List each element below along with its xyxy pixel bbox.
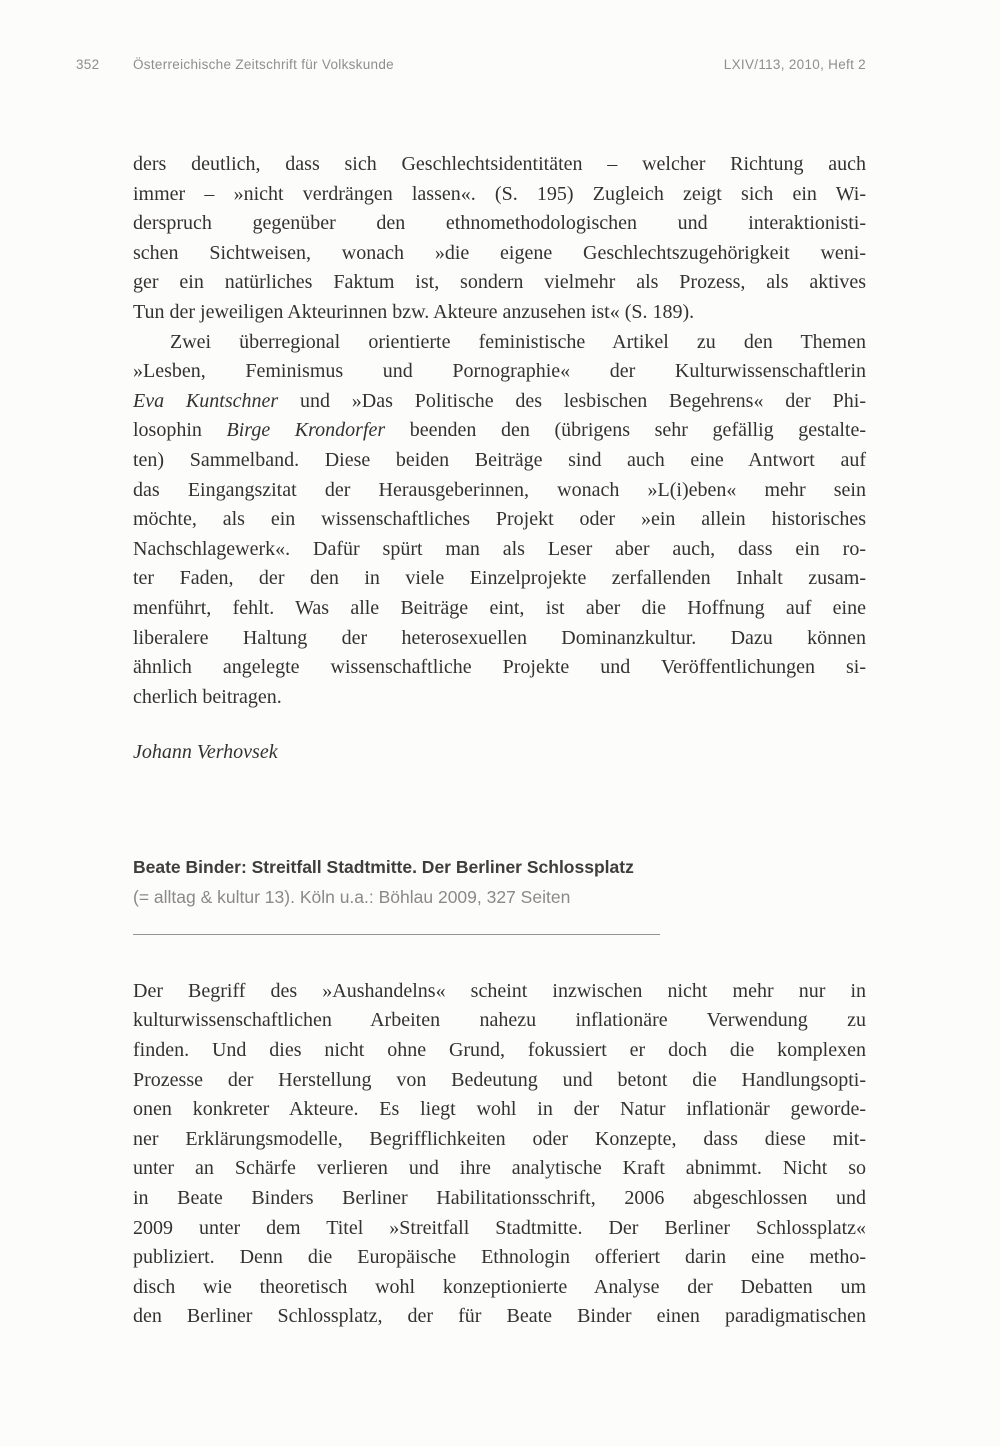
text-line bbox=[133, 476, 866, 506]
text-segment: ten) Sammelband. Diese beiden Beiträge sind auch eine Antwort auf bbox=[133, 448, 866, 471]
text-segment: kulturwissenschaftlichen Arbeiten nahezu inflationäre Verwendung zu bbox=[133, 1009, 866, 1032]
text-segment: ähnlich angelegte wissenschaftliche Projekte und Veröffentlichungen si- bbox=[133, 656, 866, 679]
text-segment: Zwei überregional orientierte feministische Artikel zu den Themen bbox=[170, 330, 866, 353]
text-line bbox=[133, 505, 866, 535]
issue-info: LXIV/113, 2010, Heft 2 bbox=[723, 57, 866, 72]
text-line bbox=[133, 1066, 866, 1096]
text-segment: Der Begriff des »Aushandelns« scheint inzwischen nicht mehr nur in bbox=[133, 979, 866, 1002]
text-segment: publiziert. Denn die Europäische Ethnologin offeriert darin eine metho- bbox=[133, 1246, 866, 1269]
text-line bbox=[133, 1095, 866, 1125]
reviewer-signature: Johann Verhovsek bbox=[133, 741, 278, 764]
text-segment: finden. Und dies nicht ohne Grund, fokussiert er doch die komplexen bbox=[133, 1039, 866, 1062]
text-segment: 2009 unter dem Titel »Streitfall Stadtmitte. Der Berliner Schlossplatz« bbox=[133, 1216, 866, 1239]
text-line bbox=[133, 624, 866, 654]
text-line bbox=[133, 416, 866, 446]
text-line bbox=[133, 150, 866, 180]
review-previous-body bbox=[133, 150, 866, 712]
text-line bbox=[133, 268, 866, 298]
text-segment: »Lesben, Feminismus und Pornographie« der Kulturwissenschaftlerin bbox=[133, 360, 866, 383]
text-line bbox=[133, 209, 866, 239]
text-segment: liberalere Haltung der heterosexuellen Dominanzkultur. Dazu können bbox=[133, 626, 866, 649]
text-segment: onen konkreter Akteure. Es liegt wohl in der Natur inflationär geworde- bbox=[133, 1098, 866, 1121]
text-segment: Nachschlagewerk«. Dafür spürt man als Leser aber auch, dass ein ro- bbox=[133, 537, 866, 560]
text-line bbox=[133, 328, 866, 358]
section-divider bbox=[133, 934, 660, 935]
text-line bbox=[133, 239, 866, 269]
page-content bbox=[133, 150, 866, 1332]
text-segment: ger ein natürliches Faktum ist, sondern vielmehr als Prozess, als aktives bbox=[133, 271, 866, 294]
text-line bbox=[133, 653, 866, 683]
text-segment: cherlich beitragen. bbox=[133, 685, 282, 708]
text-line bbox=[133, 357, 866, 387]
text-segment: immer – »nicht verdrängen lassen«. (S. 195) Zugleich zeigt sich ein Wi- bbox=[133, 182, 866, 205]
text-segment: menführt, fehlt. Was alle Beiträge eint, ist aber die Hoffnung auf eine bbox=[133, 596, 866, 619]
text-segment: ter Faden, der den in viele Einzelprojekte zerfallenden Inhalt zusam- bbox=[133, 567, 866, 590]
paragraph bbox=[133, 150, 866, 328]
text-line bbox=[133, 1243, 866, 1273]
emphasized-text: Birge Krondorfer bbox=[226, 419, 386, 442]
emphasized-text: Eva Kuntschner bbox=[133, 389, 279, 412]
text-segment: in Beate Binders Berliner Habilitationsschrift, 2006 abgeschlossen und bbox=[133, 1187, 866, 1210]
text-segment: den Berliner Schlossplatz, der für Beate Binder einen paradigmatischen bbox=[133, 1305, 866, 1328]
text-line bbox=[133, 1214, 866, 1244]
text-line bbox=[133, 977, 866, 1007]
text-line bbox=[133, 1154, 866, 1184]
text-line bbox=[133, 298, 866, 328]
text-line bbox=[133, 1125, 866, 1155]
text-line bbox=[133, 683, 866, 713]
page-number: 352 bbox=[76, 57, 100, 72]
text-line bbox=[133, 446, 866, 476]
text-segment: das Eingangszitat der Herausgeberinnen, wonach »L(i)eben« mehr sein bbox=[133, 478, 866, 501]
text-line bbox=[133, 387, 866, 417]
text-segment: Prozesse der Herstellung von Bedeutung und betont die Handlungsopti- bbox=[133, 1068, 866, 1091]
text-line bbox=[133, 1036, 866, 1066]
journal-title: Österreichische Zeitschrift für Volkskunde bbox=[133, 57, 394, 72]
paragraph bbox=[133, 977, 866, 1332]
text-line bbox=[133, 1273, 866, 1303]
text-segment: disch wie theoretisch wohl konzeptionierte Analyse der Debatten um bbox=[133, 1275, 866, 1298]
review-next-body bbox=[133, 977, 866, 1332]
text-segment: und »Das Politische des lesbischen Begehrens« der Phi- bbox=[278, 389, 866, 412]
text-line bbox=[133, 535, 866, 565]
text-line bbox=[133, 564, 866, 594]
text-segment: unter an Schärfe verlieren und ihre analytische Kraft abnimmt. Nicht so bbox=[133, 1157, 866, 1180]
text-segment: losophin bbox=[133, 419, 227, 442]
page-header bbox=[76, 57, 866, 72]
text-segment: schen Sichtweisen, wonach »die eigene Geschlechtszugehörigkeit weni- bbox=[133, 241, 866, 264]
book-review-subtitle: (= alltag & kultur 13). Köln u.a.: Böhlau 2009, 327 Seiten bbox=[133, 886, 571, 907]
text-segment: derspruch gegenüber den ethnomethodologischen und interaktionisti- bbox=[133, 212, 866, 235]
text-segment: ders deutlich, dass sich Geschlechtsidentitäten – welcher Richtung auch bbox=[133, 153, 866, 175]
text-line bbox=[133, 594, 866, 624]
text-line bbox=[133, 1006, 866, 1036]
text-line bbox=[133, 1302, 866, 1332]
text-line bbox=[133, 1184, 866, 1214]
text-segment: ner Erklärungsmodelle, Begrifflichkeiten oder Konzepte, dass diese mit- bbox=[133, 1127, 866, 1150]
text-segment: beenden den (übrigens sehr gefällig gestalte- bbox=[385, 419, 866, 442]
text-line bbox=[133, 180, 866, 210]
paragraph bbox=[133, 328, 866, 713]
text-segment: Tun der jeweiligen Akteurinnen bzw. Akteure anzusehen ist« (S. 189). bbox=[133, 300, 695, 323]
text-segment: möchte, als ein wissenschaftliches Projekt oder »ein allein historisches bbox=[133, 508, 866, 531]
book-review-title: Beate Binder: Streitfall Stadtmitte. Der Berliner Schlossplatz bbox=[133, 856, 634, 877]
